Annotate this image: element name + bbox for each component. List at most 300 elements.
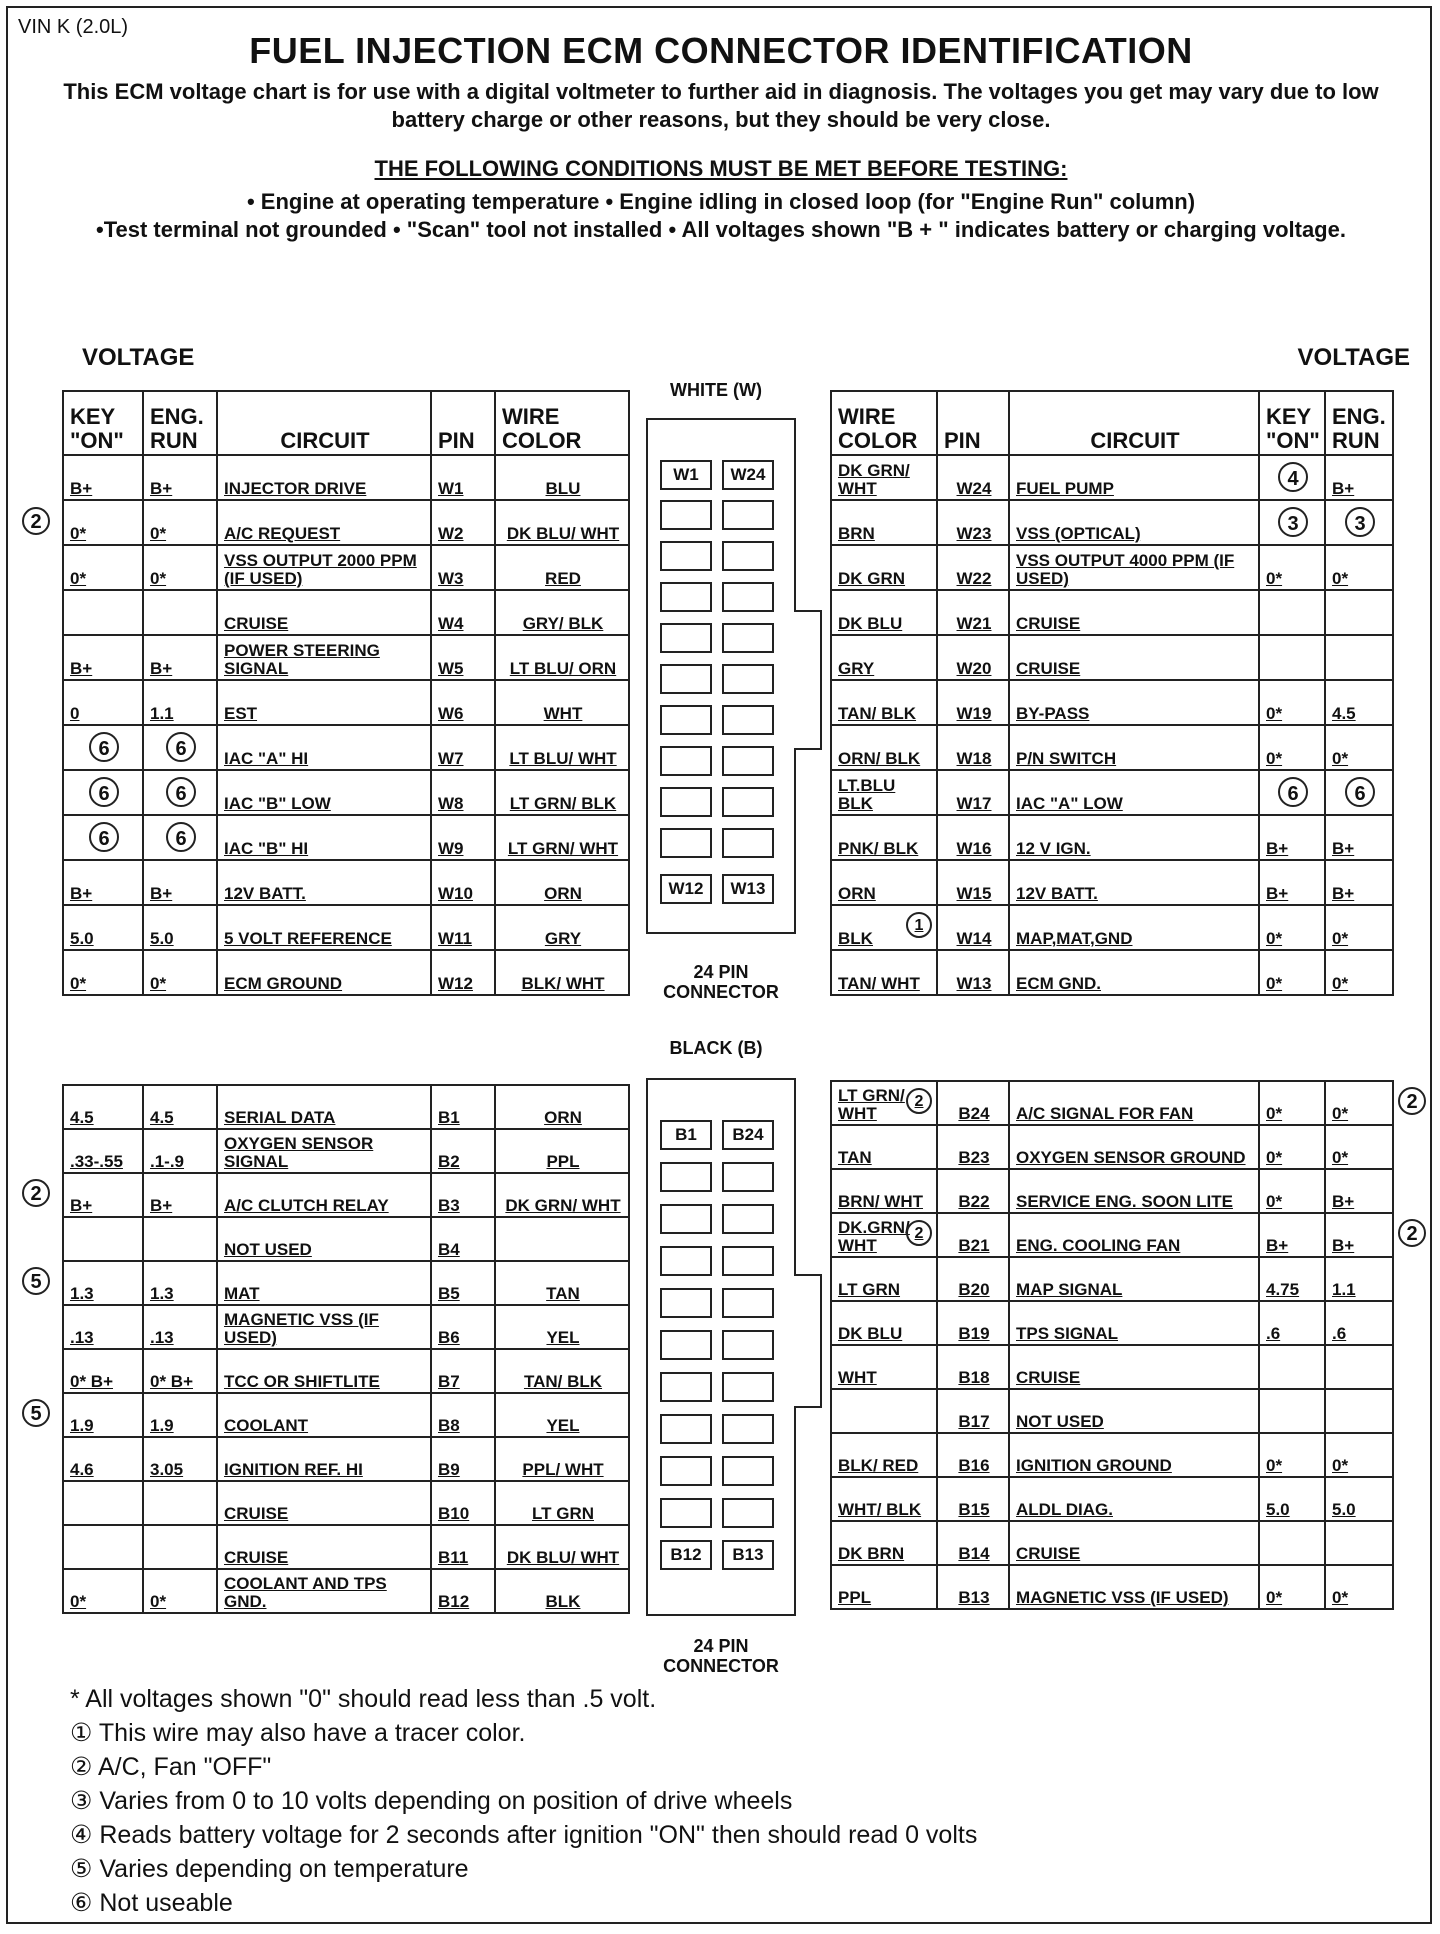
cell-run: 4.5 (1325, 680, 1393, 725)
cell-key: 0 (63, 680, 143, 725)
table-row (63, 725, 629, 770)
cell-circuit: CRUISE (1009, 635, 1259, 680)
table-row (63, 1481, 629, 1525)
cell-circuit: SERVICE ENG. SOON LITE (1009, 1169, 1259, 1213)
cell-pin: W9 (431, 815, 495, 860)
note-circle-5: 5 (22, 1399, 50, 1427)
table-row (63, 860, 629, 905)
cell-pin: B14 (937, 1521, 1009, 1565)
cell-key: 0* (1259, 1565, 1325, 1609)
cell-wire: BLK (495, 1569, 629, 1613)
cell-key (63, 1525, 143, 1569)
cell-pin: W19 (937, 680, 1009, 725)
table-row (831, 905, 1393, 950)
cell-run: B+ (1325, 815, 1393, 860)
cell-key (63, 1481, 143, 1525)
pin-slot (722, 1414, 774, 1444)
pin-slot (660, 582, 712, 612)
cell-key (1259, 590, 1325, 635)
black-connector-caption: 24 PIN CONNECTOR (663, 1636, 779, 1676)
cell-pin: B2 (431, 1129, 495, 1173)
footnote-6: ⑥ Not useable (70, 1889, 233, 1917)
table-row (63, 500, 629, 545)
cell-pin: W1 (431, 455, 495, 500)
table-row (831, 770, 1393, 815)
note-circle-6: 6 (166, 822, 196, 852)
pin-slot (660, 1330, 712, 1360)
col-key-on: KEY "ON" (63, 391, 143, 455)
cell-pin: W12 (431, 950, 495, 995)
cell-run: 1.1 (143, 680, 217, 725)
cell-wire: TAN/ WHT (831, 950, 937, 995)
cell-circuit: IGNITION GROUND (1009, 1433, 1259, 1477)
cell-key: 0* (1259, 1169, 1325, 1213)
cell-run: 0* (1325, 1565, 1393, 1609)
cell-wire: GRY (495, 905, 629, 950)
pin-slot (722, 787, 774, 817)
cell-run: .6 (1325, 1301, 1393, 1345)
table-row (63, 905, 629, 950)
pin-w24: W24 (722, 460, 774, 490)
cell-run: B+ (143, 1173, 217, 1217)
table-row (831, 635, 1393, 680)
footnote-asterisk: * All voltages shown "0" should read less than .5 volt. (70, 1685, 657, 1713)
cell-circuit: ENG. COOLING FAN (1009, 1213, 1259, 1257)
note-circle-4: 4 (1278, 462, 1308, 492)
cell-key: 0* (1259, 1433, 1325, 1477)
pin-b12: B12 (660, 1540, 712, 1570)
pin-slot (722, 746, 774, 776)
cell-key: B+ (1259, 1213, 1325, 1257)
table-row (831, 1565, 1393, 1609)
cell-wire (495, 1217, 629, 1261)
cell-pin: W24 (937, 455, 1009, 500)
cell-wire: DK BLU (831, 590, 937, 635)
cell-pin: B3 (431, 1173, 495, 1217)
cell-pin: B8 (431, 1393, 495, 1437)
cell-key (1259, 1345, 1325, 1389)
table-row (63, 680, 629, 725)
cell-pin: W14 (937, 905, 1009, 950)
cell-pin: W2 (431, 500, 495, 545)
cell-circuit: VSS OUTPUT 4000 PPM (IF USED) (1009, 545, 1259, 590)
cell-circuit: CRUISE (217, 1525, 431, 1569)
cell-run (1325, 1521, 1393, 1565)
cell-key: 0* (1259, 545, 1325, 590)
cell-pin: B23 (937, 1125, 1009, 1169)
cell-key: B+ (1259, 815, 1325, 860)
pin-b1: B1 (660, 1120, 712, 1150)
table-row (63, 1085, 629, 1129)
cell-run: 5.0 (1325, 1477, 1393, 1521)
conditions-line-1: • Engine at operating temperature • Engine idling in closed loop (for "Engine Run" column) (246, 189, 1196, 214)
cell-wire: WHT/ BLK (831, 1477, 937, 1521)
vin-label: VIN K (2.0L) (18, 16, 129, 38)
cell-key: 0* (1259, 1081, 1325, 1125)
cell-pin: B21 (937, 1213, 1009, 1257)
pin-w1: W1 (660, 460, 712, 490)
cell-wire: ORN/ BLK (831, 725, 937, 770)
col-wire-color: WIRE COLOR (831, 391, 937, 455)
cell-circuit: MAP,MAT,GND (1009, 905, 1259, 950)
col-eng-run: ENG. RUN (143, 391, 217, 455)
white-connector-label: WHITE (W) (670, 380, 762, 400)
pin-slot (660, 746, 712, 776)
cell-key: B+ (63, 635, 143, 680)
cell-wire: DK GRN/ WHT (495, 1173, 629, 1217)
footnote-4: ④ Reads battery voltage for 2 seconds after ignition "ON" then should read 0 volts (70, 1821, 978, 1849)
cell-pin: W18 (937, 725, 1009, 770)
note-circle-6: 6 (89, 822, 119, 852)
black-connector (626, 1038, 836, 1678)
cell-circuit: 12 V IGN. (1009, 815, 1259, 860)
cell-run (143, 590, 217, 635)
table-row (63, 1217, 629, 1261)
cell-wire: TAN/ BLK (831, 680, 937, 725)
table-row (831, 455, 1393, 500)
white-connector (626, 380, 836, 1010)
pin-slot (660, 1372, 712, 1402)
cell-wire: ORN (495, 1085, 629, 1129)
voltage-label-right: VOLTAGE (1297, 344, 1410, 371)
cell-run: 0* (1325, 1433, 1393, 1477)
cell-wire: BRN/ WHT (831, 1169, 937, 1213)
cell-pin: W10 (431, 860, 495, 905)
pin-slot (660, 500, 712, 530)
cell-key (1259, 1521, 1325, 1565)
cell-circuit: A/C CLUTCH RELAY (217, 1173, 431, 1217)
cell-circuit: VSS OUTPUT 2000 PPM (IF USED) (217, 545, 431, 590)
pin-w12: W12 (660, 874, 712, 904)
cell-run (1325, 635, 1393, 680)
cell-wire: ORN (831, 860, 937, 905)
cell-run: B+ (143, 860, 217, 905)
cell-wire: BRN (831, 500, 937, 545)
cell-circuit: COOLANT AND TPS GND. (217, 1569, 431, 1613)
note-circle-3: 3 (1345, 507, 1375, 537)
cell-key: B+ (63, 860, 143, 905)
table-row (831, 590, 1393, 635)
table-row (63, 545, 629, 590)
cell-pin: W21 (937, 590, 1009, 635)
table-row (63, 1129, 629, 1173)
cell-pin: B12 (431, 1569, 495, 1613)
conditions-heading: THE FOLLOWING CONDITIONS MUST BE MET BEFORE TESTING: (374, 156, 1068, 181)
table-row (63, 1305, 629, 1349)
cell-circuit: POWER STEERING SIGNAL (217, 635, 431, 680)
cell-pin: B24 (937, 1081, 1009, 1125)
table-row (831, 1081, 1393, 1125)
cell-pin: W16 (937, 815, 1009, 860)
note-circle-6: 6 (166, 777, 196, 807)
cell-run (1325, 590, 1393, 635)
cell-circuit: NOT USED (217, 1217, 431, 1261)
cell-run: 4.5 (143, 1085, 217, 1129)
ecm-chart-page (6, 6, 1432, 1924)
cell-key: 1.9 (63, 1393, 143, 1437)
cell-run: 0* (1325, 545, 1393, 590)
cell-wire: YEL (495, 1393, 629, 1437)
table-row (831, 950, 1393, 995)
cell-run: B+ (143, 455, 217, 500)
cell-circuit: MAGNETIC VSS (IF USED) (1009, 1565, 1259, 1609)
cell-run: B+ (143, 635, 217, 680)
pin-slot (722, 500, 774, 530)
cell-wire: GRY (831, 635, 937, 680)
note-circle-6: 6 (1345, 777, 1375, 807)
table-row (63, 1261, 629, 1305)
cell-key (63, 590, 143, 635)
table-row (831, 1433, 1393, 1477)
footnotes (70, 1682, 977, 1920)
footnote-2: ② A/C, Fan "OFF" (70, 1753, 272, 1781)
footnote-1: ① This wire may also have a tracer color. (70, 1719, 526, 1747)
pin-slot (660, 1498, 712, 1528)
pin-slot (722, 1246, 774, 1276)
col-eng-run: ENG. RUN (1325, 391, 1393, 455)
cell-pin: B15 (937, 1477, 1009, 1521)
cell-key: 0* (1259, 680, 1325, 725)
cell-wire: DK GRN/ WHT (831, 455, 937, 500)
cell-run: 1.9 (143, 1393, 217, 1437)
cell-run: B+ (1325, 860, 1393, 905)
cell-pin: W7 (431, 725, 495, 770)
cell-run (1325, 1389, 1393, 1433)
table-row (63, 1437, 629, 1481)
white-left-table (62, 390, 630, 996)
cell-pin: W22 (937, 545, 1009, 590)
note-circle-3: 3 (1278, 507, 1308, 537)
col-pin: PIN (937, 391, 1009, 455)
cell-key: 0* (63, 950, 143, 995)
cell-circuit: IAC "A" LOW (1009, 770, 1259, 815)
table-row (63, 1525, 629, 1569)
cell-wire: LT GRN/ BLK (495, 770, 629, 815)
pin-b13: B13 (722, 1540, 774, 1570)
cell-pin: B11 (431, 1525, 495, 1569)
cell-key: .13 (63, 1305, 143, 1349)
cell-circuit: 5 VOLT REFERENCE (217, 905, 431, 950)
conditions-line-2: •Test terminal not grounded • "Scan" tool not installed • All voltages shown "B + " indicates battery or charging voltage. (96, 217, 1346, 242)
cell-circuit: SERIAL DATA (217, 1085, 431, 1129)
cell-wire: LT BLU/ WHT (495, 725, 629, 770)
table-row (831, 860, 1393, 905)
table-row (63, 1393, 629, 1437)
note-circle-6: 6 (1278, 777, 1308, 807)
pin-slot (722, 582, 774, 612)
cell-wire: PPL (495, 1129, 629, 1173)
pin-slot (722, 541, 774, 571)
note-circle-2: 2 (906, 1088, 932, 1114)
cell-wire: LT GRN (495, 1481, 629, 1525)
cell-run (143, 1525, 217, 1569)
cell-circuit: IAC "B" LOW (217, 770, 431, 815)
cell-pin: B9 (431, 1437, 495, 1481)
cell-circuit: CRUISE (1009, 1345, 1259, 1389)
cell-wire: PPL/ WHT (495, 1437, 629, 1481)
cell-wire: TAN (831, 1125, 937, 1169)
cell-key: 5.0 (1259, 1477, 1325, 1521)
pin-slot (722, 664, 774, 694)
cell-circuit: NOT USED (1009, 1389, 1259, 1433)
cell-key (1259, 635, 1325, 680)
cell-wire: DK GRN (831, 545, 937, 590)
cell-pin: B17 (937, 1389, 1009, 1433)
cell-key: 0* (63, 500, 143, 545)
cell-wire (831, 1213, 937, 1257)
table-row (63, 1173, 629, 1217)
cell-wire-text: DK.GRN/ WHT (838, 1218, 910, 1255)
cell-pin: W20 (937, 635, 1009, 680)
cell-circuit: ALDL DIAG. (1009, 1477, 1259, 1521)
black-connector-label: BLACK (B) (669, 1038, 763, 1058)
table-row (831, 1213, 1393, 1257)
cell-circuit: A/C REQUEST (217, 500, 431, 545)
pin-slot (722, 623, 774, 653)
cell-circuit: OXYGEN SENSOR SIGNAL (217, 1129, 431, 1173)
cell-pin: W13 (937, 950, 1009, 995)
cell-wire (831, 905, 937, 950)
cell-wire: GRY/ BLK (495, 590, 629, 635)
table-row (831, 815, 1393, 860)
cell-circuit: COOLANT (217, 1393, 431, 1437)
cell-key: 0* (1259, 725, 1325, 770)
cell-key: 4.5 (63, 1085, 143, 1129)
cell-circuit: BY-PASS (1009, 680, 1259, 725)
cell-circuit: ECM GND. (1009, 950, 1259, 995)
pin-slot (660, 828, 712, 858)
cell-wire: LT BLU/ ORN (495, 635, 629, 680)
col-circuit: CIRCUIT (1009, 391, 1259, 455)
cell-circuit: TPS SIGNAL (1009, 1301, 1259, 1345)
cell-run: B+ (1325, 1213, 1393, 1257)
footnote-3: ③ Varies from 0 to 10 volts depending on position of drive wheels (70, 1787, 793, 1815)
pin-slot (660, 705, 712, 735)
pin-slot (722, 828, 774, 858)
cell-wire: PNK/ BLK (831, 815, 937, 860)
table-row (831, 1301, 1393, 1345)
pin-slot (722, 705, 774, 735)
table-row (831, 1257, 1393, 1301)
cell-key: 0* (1259, 905, 1325, 950)
cell-wire: DK BLU/ WHT (495, 1525, 629, 1569)
table-row (831, 1389, 1393, 1433)
cell-circuit: INJECTOR DRIVE (217, 455, 431, 500)
cell-pin: W4 (431, 590, 495, 635)
pin-slot (722, 1330, 774, 1360)
pin-slot (660, 787, 712, 817)
table-row (831, 1521, 1393, 1565)
footnote-5: ⑤ Varies depending on temperature (70, 1855, 469, 1883)
cell-key: 0* B+ (63, 1349, 143, 1393)
cell-circuit: TCC OR SHIFTLITE (217, 1349, 431, 1393)
pin-slot (660, 1162, 712, 1192)
cell-pin: W8 (431, 770, 495, 815)
cell-run: 1.3 (143, 1261, 217, 1305)
table-row (63, 815, 629, 860)
note-circle-2: 2 (906, 1220, 932, 1246)
pin-slot (660, 1414, 712, 1444)
cell-wire: PPL (831, 1565, 937, 1609)
cell-wire-text: BLK (838, 929, 873, 948)
cell-wire-text: LT GRN/ WHT (838, 1086, 905, 1123)
col-circuit: CIRCUIT (217, 391, 431, 455)
cell-key: B+ (63, 1173, 143, 1217)
note-circle-6: 6 (89, 777, 119, 807)
table-row (831, 1477, 1393, 1521)
col-wire-color: WIRE COLOR (495, 391, 629, 455)
cell-circuit: 12V BATT. (217, 860, 431, 905)
cell-wire: RED (495, 545, 629, 590)
cell-run: .13 (143, 1305, 217, 1349)
cell-circuit: CRUISE (1009, 1521, 1259, 1565)
cell-wire: DK BRN (831, 1521, 937, 1565)
table-row (831, 725, 1393, 770)
cell-wire: TAN/ BLK (495, 1349, 629, 1393)
cell-pin: W23 (937, 500, 1009, 545)
cell-key: .6 (1259, 1301, 1325, 1345)
cell-circuit: IAC "B" HI (217, 815, 431, 860)
cell-run: 1.1 (1325, 1257, 1393, 1301)
cell-circuit: MAGNETIC VSS (IF USED) (217, 1305, 431, 1349)
table-row (831, 1125, 1393, 1169)
cell-wire: YEL (495, 1305, 629, 1349)
cell-wire: ORN (495, 860, 629, 905)
pin-slot (660, 1246, 712, 1276)
cell-run: 0* (1325, 725, 1393, 770)
cell-circuit: CRUISE (1009, 590, 1259, 635)
table-row (831, 1169, 1393, 1213)
cell-wire: LT.BLU BLK (831, 770, 937, 815)
cell-pin: B7 (431, 1349, 495, 1393)
note-circle-2: 2 (1398, 1219, 1426, 1247)
pin-slot (660, 664, 712, 694)
page-title: FUEL INJECTION ECM CONNECTOR IDENTIFICATION (249, 30, 1193, 71)
table-row (63, 455, 629, 500)
cell-pin: B13 (937, 1565, 1009, 1609)
conditions-text (48, 188, 1394, 244)
black-right-table (830, 1080, 1394, 1610)
table-row (63, 950, 629, 995)
cell-run: 0* (1325, 1081, 1393, 1125)
note-circle-2: 2 (22, 507, 50, 535)
cell-pin: B4 (431, 1217, 495, 1261)
cell-circuit: CRUISE (217, 1481, 431, 1525)
cell-run: .1-.9 (143, 1129, 217, 1173)
cell-pin: B20 (937, 1257, 1009, 1301)
table-row (831, 545, 1393, 590)
cell-circuit: MAP SIGNAL (1009, 1257, 1259, 1301)
cell-key (63, 1217, 143, 1261)
cell-pin: W3 (431, 545, 495, 590)
cell-wire: LT GRN/ WHT (495, 815, 629, 860)
cell-circuit: OXYGEN SENSOR GROUND (1009, 1125, 1259, 1169)
note-circle-2: 2 (1398, 1087, 1426, 1115)
pin-slot (722, 1204, 774, 1234)
cell-pin: W5 (431, 635, 495, 680)
cell-circuit: IGNITION REF. HI (217, 1437, 431, 1481)
cell-run: 0* (1325, 950, 1393, 995)
cell-run: B+ (1325, 1169, 1393, 1213)
cell-run (143, 1217, 217, 1261)
cell-wire: BLK/ WHT (495, 950, 629, 995)
cell-circuit: IAC "A" HI (217, 725, 431, 770)
pin-slot (722, 1498, 774, 1528)
cell-key: 1.3 (63, 1261, 143, 1305)
note-circle-1: 1 (906, 912, 932, 938)
cell-pin: B5 (431, 1261, 495, 1305)
cell-key: 0* (63, 1569, 143, 1613)
